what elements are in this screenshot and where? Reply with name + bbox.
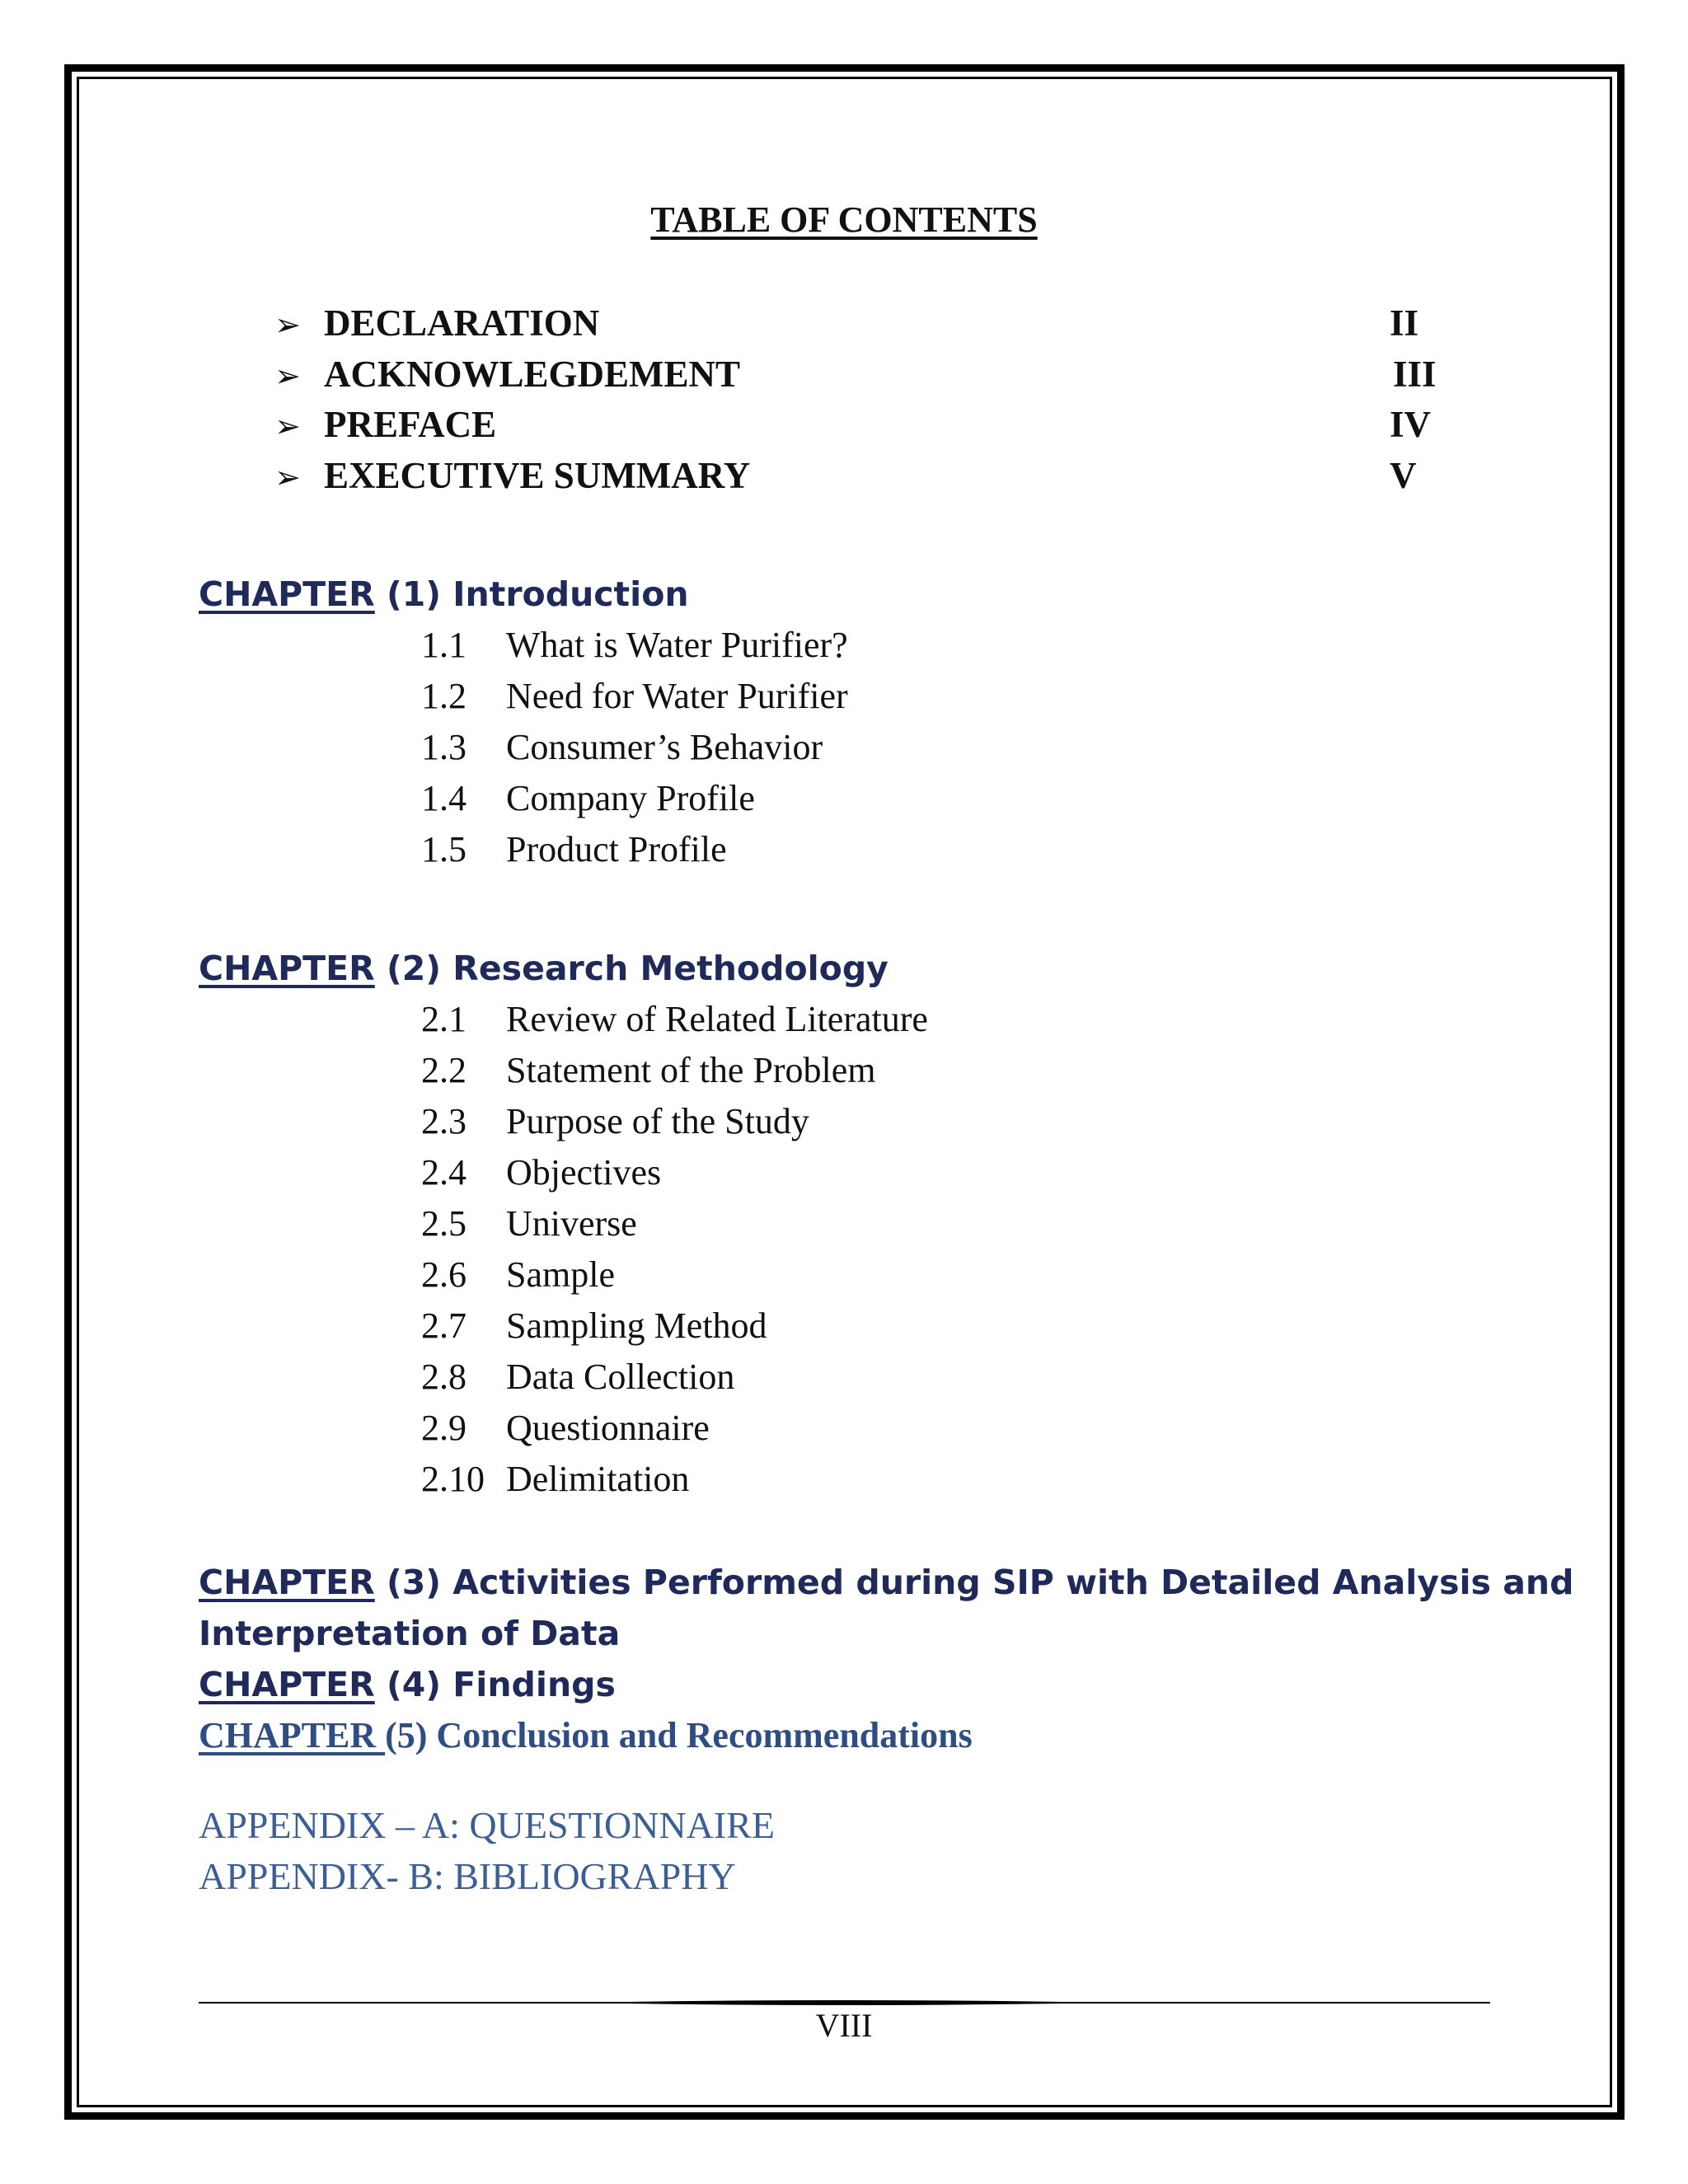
section-title[interactable]: Sample	[506, 1254, 615, 1295]
section-title[interactable]: Review of Related Literature	[506, 999, 928, 1039]
arrow-bullet-icon: ➢	[274, 358, 301, 394]
section-number: 1.5	[421, 829, 467, 869]
prelim-item-acknowledgement[interactable]: ➢ ACKNOWLEGDEMENT	[274, 352, 740, 398]
appendix-b[interactable]: APPENDIX- B: BIBLIOGRAPHY	[199, 1855, 736, 1897]
chapter-4-heading[interactable]: CHAPTER (4) Findings	[199, 1665, 616, 1704]
section-title[interactable]: What is Water Purifier?	[506, 625, 848, 665]
section-title[interactable]: Data Collection	[506, 1357, 735, 1397]
prelim-page-acknowledgement: III	[1393, 354, 1437, 395]
section-title[interactable]: Questionnaire	[506, 1408, 710, 1448]
section-number: 1.4	[421, 778, 467, 818]
chapter-1-heading[interactable]: CHAPTER (1) Introduction	[199, 574, 689, 614]
section-title[interactable]: Objectives	[506, 1152, 662, 1193]
appendix-a[interactable]: APPENDIX – A: QUESTIONNAIRE	[199, 1804, 775, 1846]
chapter-3-heading[interactable]: CHAPTER (3) Activities Performed during SIP with Detailed Analysis and	[199, 1563, 1574, 1602]
section-title[interactable]: Company Profile	[506, 778, 755, 818]
section-number: 1.3	[421, 727, 467, 767]
section-title[interactable]: Statement of the Problem	[506, 1050, 876, 1090]
prelim-item-executive-summary[interactable]: ➢ EXECUTIVE SUMMARY	[274, 453, 750, 499]
section-number: 2.8	[421, 1357, 467, 1397]
page-number: VIII	[815, 2007, 873, 2044]
section-number: 2.3	[421, 1101, 467, 1141]
section-number: 1.1	[421, 625, 467, 665]
prelim-page-executive-summary: V	[1390, 455, 1417, 496]
section-number: 1.2	[421, 676, 467, 716]
arrow-bullet-icon: ➢	[274, 307, 301, 343]
prelim-page-preface: IV	[1390, 404, 1432, 445]
section-title[interactable]: Need for Water Purifier	[506, 676, 848, 716]
chapter-2-heading[interactable]: CHAPTER (2) Research Methodology	[199, 949, 889, 988]
section-number: 2.6	[421, 1254, 467, 1295]
arrow-bullet-icon: ➢	[274, 459, 301, 495]
toc-title: TABLE OF CONTENTS	[650, 199, 1038, 240]
prelim-item-declaration[interactable]: ➢ DECLARATION	[274, 301, 599, 347]
chapter-3-heading-line2[interactable]: Interpretation of Data	[199, 1614, 621, 1653]
section-title[interactable]: Universe	[506, 1203, 637, 1244]
section-number: 2.4	[421, 1152, 467, 1193]
prelim-page-declaration: II	[1390, 302, 1419, 344]
section-number: 2.5	[421, 1203, 467, 1244]
section-title[interactable]: Purpose of the Study	[506, 1101, 809, 1141]
section-title[interactable]: Sampling Method	[506, 1305, 767, 1346]
arrow-bullet-icon: ➢	[274, 408, 301, 444]
prelim-item-preface[interactable]: ➢ PREFACE	[274, 402, 496, 448]
section-title[interactable]: Product Profile	[506, 829, 727, 869]
section-number: 2.10	[421, 1459, 485, 1499]
section-title[interactable]: Consumer’s Behavior	[506, 727, 823, 767]
section-number: 2.7	[421, 1305, 467, 1346]
section-number: 2.2	[421, 1050, 467, 1090]
section-number: 2.1	[421, 999, 467, 1039]
section-title[interactable]: Delimitation	[506, 1459, 690, 1499]
section-number: 2.9	[421, 1408, 467, 1448]
chapter-5-heading[interactable]: CHAPTER (5) Conclusion and Recommendations	[199, 1715, 973, 1755]
